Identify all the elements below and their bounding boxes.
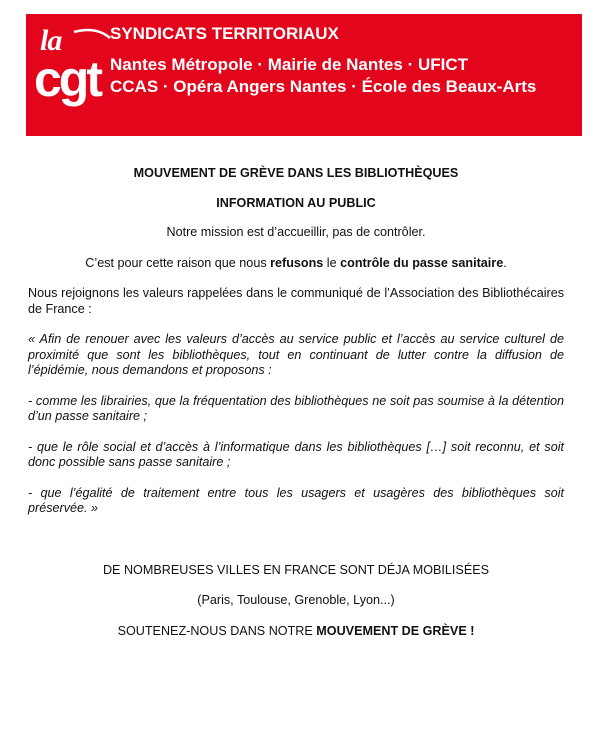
mission-statement: Notre mission est d’accueillir, pas de contrôler. bbox=[166, 225, 426, 239]
demand-item-3: - que l’égalité de traitement entre tous les usagers et usagères des bibliothèques soit préservée. » bbox=[28, 485, 564, 515]
logo-la: la bbox=[40, 24, 62, 57]
quote-paragraph: « Afin de renouer avec les valeurs d’accès au service public et l’accès au service culturel de proximité que sont les bibliothèques, tout en continuant de lutter contre la diffusion de l’épidémie, nous demandons et proposons : bbox=[28, 332, 564, 377]
union-line-1: Nantes Métropole · Mairie de Nantes · UFICT bbox=[110, 55, 468, 74]
union-line-2: CCAS · Opéra Angers Nantes · École des Beaux-Arts bbox=[110, 77, 537, 96]
header-banner bbox=[26, 14, 582, 136]
logo-cgt: cgt bbox=[34, 51, 100, 107]
demand-item-1: - comme les librairies, que la fréquentation des bibliothèques ne soit pas soumise à la détention d’un passe sanitaire ; bbox=[28, 393, 564, 423]
demand-item-2: - que le rôle social et d’accès à l’informatique dans les bibliothèques […] soit reconnu, et soit donc possible sans passe sanitaire ; bbox=[28, 439, 564, 469]
support-call: SOUTENEZ-NOUS DANS NOTRE MOUVEMENT DE GRÈVE ! bbox=[117, 623, 475, 638]
sub-heading: INFORMATION AU PUBLIC bbox=[216, 195, 376, 210]
document-body bbox=[28, 166, 564, 639]
main-heading: MOUVEMENT DE GRÈVE DANS LES BIBLIOTHÈQUES bbox=[133, 166, 459, 180]
cities-heading: DE NOMBREUSES VILLES EN FRANCE SONT DÉJA MOBILISÉES bbox=[102, 562, 490, 577]
refusal-statement: C’est pour cette raison que nous refusons le contrôle du passe sanitaire. bbox=[85, 255, 507, 270]
union-title: SYNDICATS TERRITORIAUX bbox=[110, 24, 339, 43]
cities-list: (Paris, Toulouse, Grenoble, Lyon...) bbox=[197, 593, 395, 607]
cgt-logo bbox=[34, 24, 118, 124]
intro-paragraph: Nous rejoignons les valeurs rappelées dans le communiqué de l’Association des Bibliothécaires de France : bbox=[28, 286, 564, 316]
